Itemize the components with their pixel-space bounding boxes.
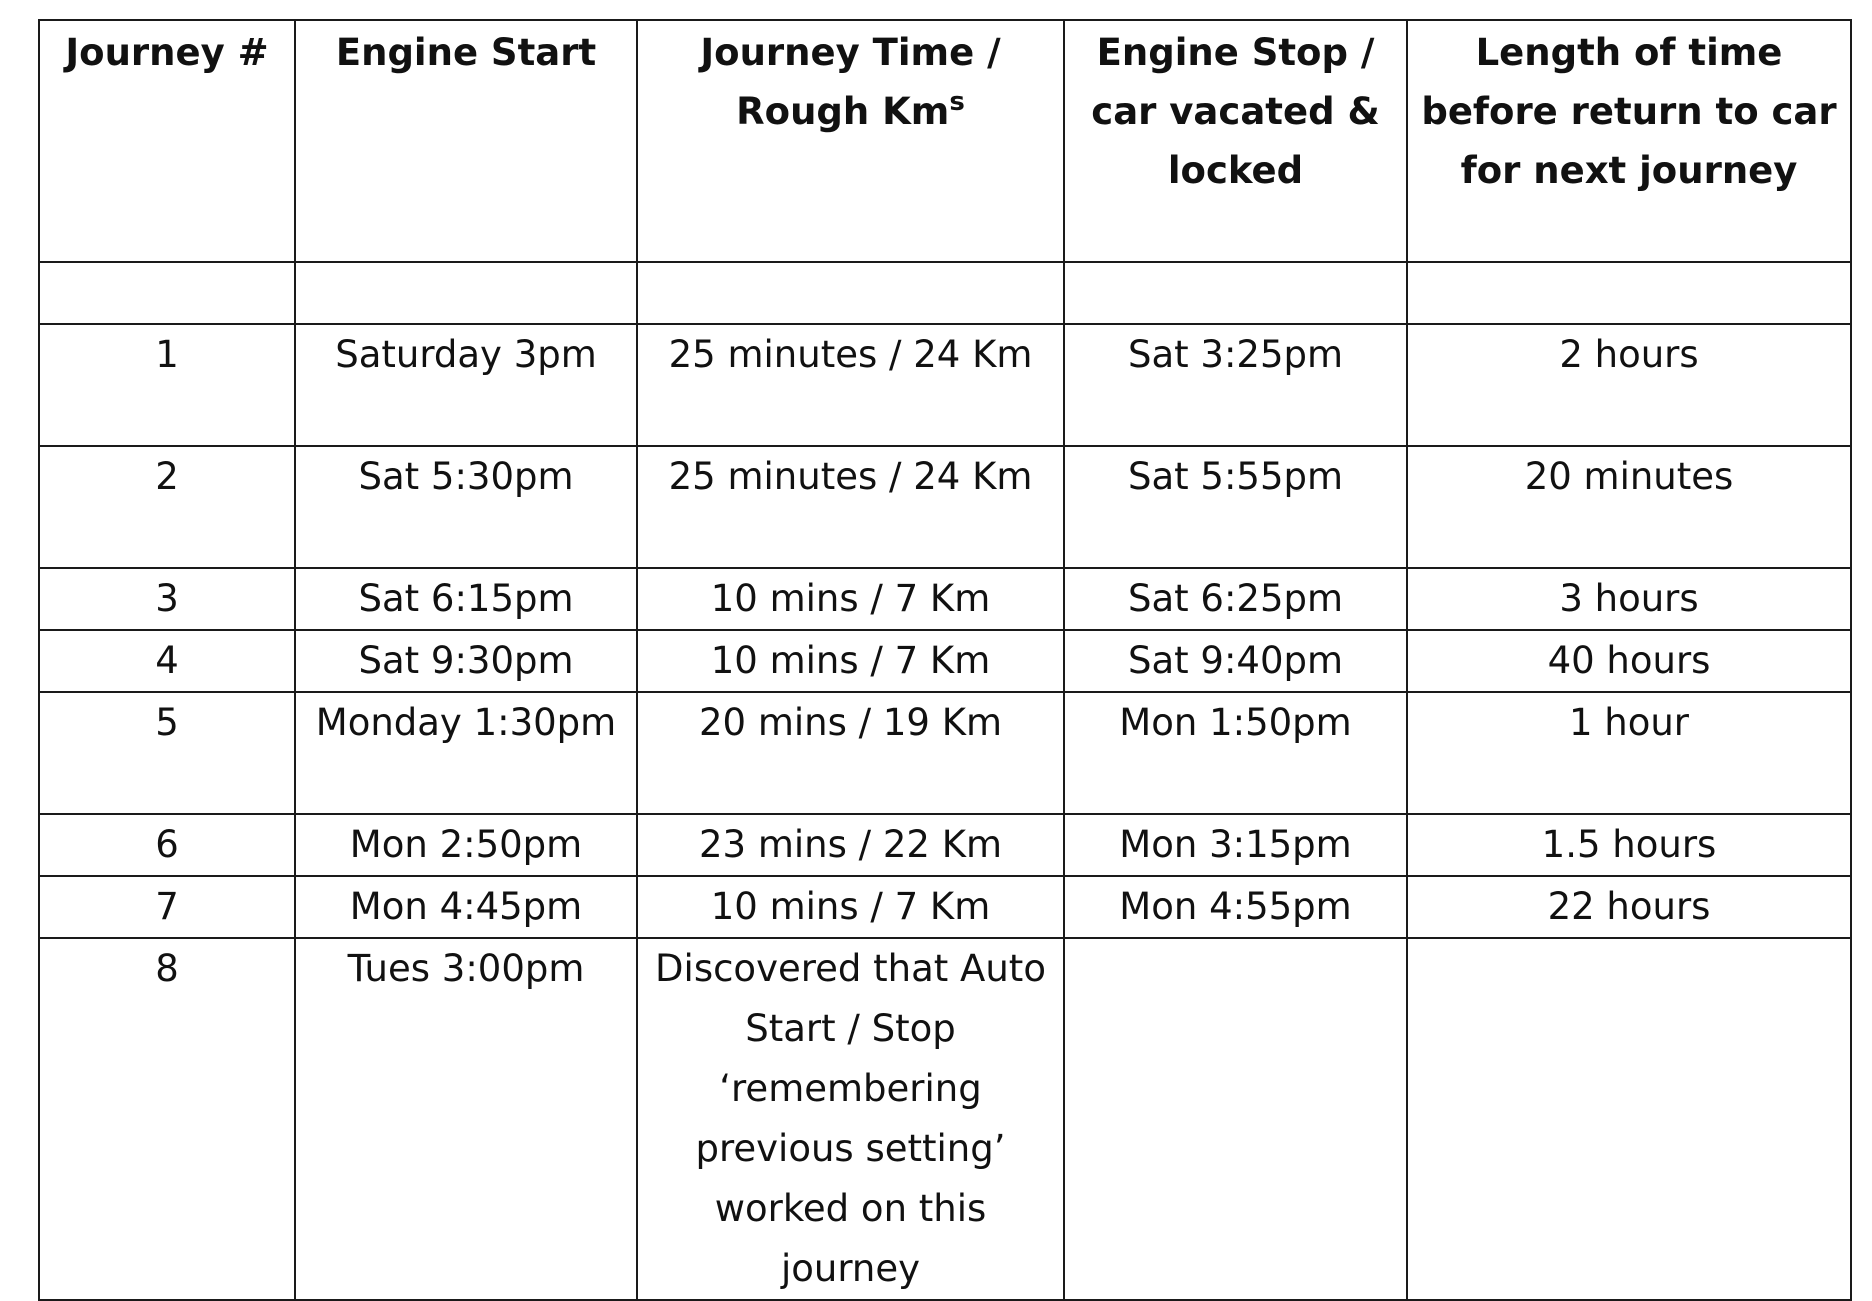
header-row [39, 20, 1851, 262]
engine-stop-cell: Mon 4:55pm [1064, 876, 1407, 938]
length-of-time-cell: 1.5 hours [1407, 814, 1851, 876]
length-of-time-cell: 20 minutes [1407, 446, 1851, 568]
header-engine-stop: Engine Stop / car vacated & locked [1064, 20, 1407, 262]
journey-number-cell: 1 [39, 324, 295, 446]
journey-time-cell: 10 mins / 7 Km [637, 568, 1064, 630]
table-row [39, 814, 1851, 876]
journey-time-cell: 25 minutes / 24 Km [637, 446, 1064, 568]
journey-number-cell: 2 [39, 446, 295, 568]
engine-start-cell: Sat 5:30pm [295, 446, 637, 568]
length-of-time-cell [1407, 938, 1851, 1300]
journey-number-cell: 7 [39, 876, 295, 938]
engine-start-cell: Sat 9:30pm [295, 630, 637, 692]
table-row [39, 876, 1851, 938]
journey-time-cell: 10 mins / 7 Km [637, 630, 1064, 692]
engine-stop-cell: Mon 3:15pm [1064, 814, 1407, 876]
journey-time-cell: 20 mins / 19 Km [637, 692, 1064, 814]
journey-note-cell: Discovered that Auto Start / Stop ‘remembering previous setting’ worked on this journey [637, 938, 1064, 1300]
blank-cell [1407, 262, 1851, 324]
journey-time-cell: 10 mins / 7 Km [637, 876, 1064, 938]
blank-row [39, 262, 1851, 324]
engine-start-cell: Mon 2:50pm [295, 814, 637, 876]
header-engine-start: Engine Start [295, 20, 637, 262]
engine-stop-cell: Sat 5:55pm [1064, 446, 1407, 568]
journey-time-cell: 25 minutes / 24 Km [637, 324, 1064, 446]
journey-log-table [38, 19, 1852, 1301]
blank-cell [39, 262, 295, 324]
journey-number-cell: 3 [39, 568, 295, 630]
journey-number-cell: 6 [39, 814, 295, 876]
table-row [39, 938, 1851, 1300]
journey-number-cell: 8 [39, 938, 295, 1300]
journey-time-cell: 23 mins / 22 Km [637, 814, 1064, 876]
engine-start-cell: Monday 1:30pm [295, 692, 637, 814]
table-row [39, 692, 1851, 814]
engine-stop-cell: Mon 1:50pm [1064, 692, 1407, 814]
engine-start-cell: Sat 6:15pm [295, 568, 637, 630]
header-journey-time-text: Journey Time / Rough Km [700, 31, 1001, 133]
engine-start-cell: Mon 4:45pm [295, 876, 637, 938]
header-journey-number: Journey # [39, 20, 295, 262]
engine-stop-cell: Sat 9:40pm [1064, 630, 1407, 692]
journey-number-cell: 5 [39, 692, 295, 814]
header-journey-time-superscript: s [949, 87, 965, 117]
table-row [39, 568, 1851, 630]
engine-stop-cell: Sat 6:25pm [1064, 568, 1407, 630]
header-journey-time [637, 20, 1064, 262]
length-of-time-cell: 1 hour [1407, 692, 1851, 814]
blank-cell [295, 262, 637, 324]
header-length-of-time: Length of time before return to car for next journey [1407, 20, 1851, 262]
table-row [39, 324, 1851, 446]
length-of-time-cell: 40 hours [1407, 630, 1851, 692]
journey-number-cell: 4 [39, 630, 295, 692]
length-of-time-cell: 22 hours [1407, 876, 1851, 938]
engine-start-cell: Tues 3:00pm [295, 938, 637, 1300]
blank-cell [637, 262, 1064, 324]
engine-stop-cell: Sat 3:25pm [1064, 324, 1407, 446]
table-row [39, 630, 1851, 692]
length-of-time-cell: 2 hours [1407, 324, 1851, 446]
length-of-time-cell: 3 hours [1407, 568, 1851, 630]
engine-start-cell: Saturday 3pm [295, 324, 637, 446]
table-row [39, 446, 1851, 568]
blank-cell [1064, 262, 1407, 324]
engine-stop-cell [1064, 938, 1407, 1300]
